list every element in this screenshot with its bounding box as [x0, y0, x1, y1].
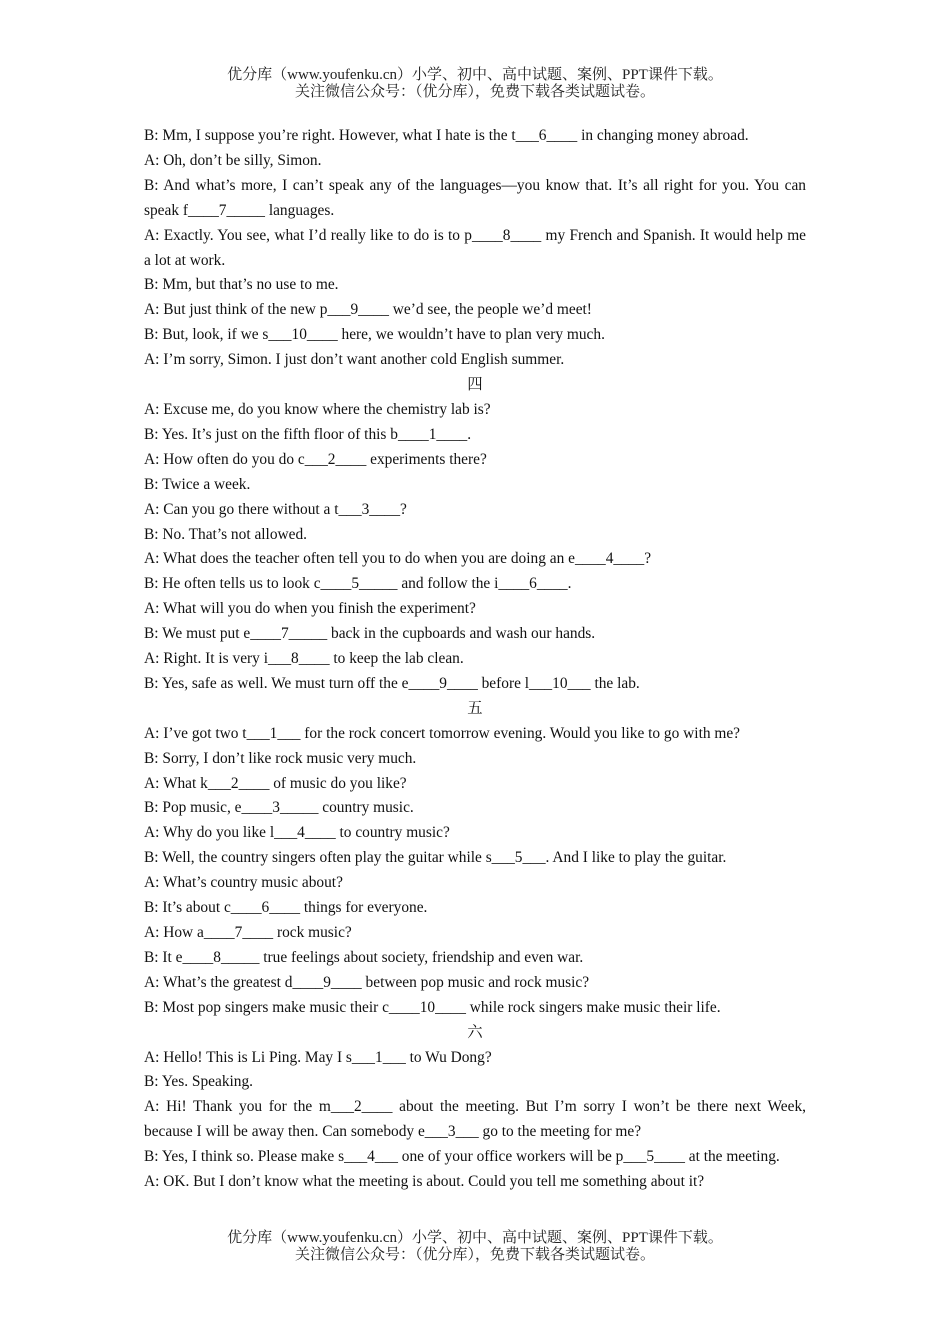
dialogue-line: A: Excuse me, do you know where the chemistry lab is? [144, 400, 491, 418]
dialogue-line: A: What k___2____ of music do you like? [144, 774, 407, 792]
dialogue-line: B: Yes, I think so. Please make s___4___ one of your office workers will be p___5____ at the meeting. [144, 1148, 780, 1166]
dialogue-line: A: Hello! This is Li Ping. May I s___1___ to Wu Dong? [144, 1048, 492, 1066]
dialogue-line: A: What does the teacher often tell you to do when you are doing an e____4____? [144, 550, 652, 568]
dialogue-line: A: Can you go there without a t___3____? [144, 500, 407, 518]
dialogue-line: B: Twice a week. [144, 475, 251, 493]
dialogue-line: B: He often tells us to look c____5_____ and follow the i____6____. [144, 575, 572, 593]
dialogue-line: A: Why do you like l___4____ to country music? [144, 824, 450, 842]
dialogue-line: B: Mm, I suppose you’re right. However, what I hate is the t___6____ in changing money abroad. [144, 127, 749, 144]
footer-line-1: 优分库（www.youfenku.cn）小学、初中、高中试题、案例、PPT课件下载。 [227, 1230, 723, 1246]
dialogue-line: A: Exactly. You see, what I’d really like to do is to p____8____ my French and Spanish. It would help me a lot at work. [144, 226, 806, 269]
header-line-2: 关注微信公众号：（优分库），免费下载各类试题试卷。 [294, 84, 655, 100]
header-line-1: 优分库（www.youfenku.cn）小学、初中、高中试题、案例、PPT课件下载。 [227, 67, 723, 83]
dialogue-line: B: No. That’s not allowed. [144, 525, 308, 543]
dialogue-line: B: Yes, safe as well. We must turn off the e____9____ before l___10___ the lab. [144, 674, 640, 692]
dialogue-line: A: OK. But I don’t know what the meeting is about. Could you tell me something about it? [144, 1173, 705, 1191]
dialogue-line: A: How often do you do c___2____ experiments there? [144, 450, 487, 468]
dialogue-line: A: What’s country music about? [144, 874, 343, 892]
document-body [144, 124, 806, 1195]
dialogue-line: B: But, look, if we s___10____ here, we wouldn’t have to plan very much. [144, 326, 605, 344]
dialogue-line: B: It’s about c____6____ things for everyone. [144, 899, 428, 917]
page-header [0, 67, 950, 101]
footer-line-2: 关注微信公众号：（优分库），免费下载各类试题试卷。 [294, 1247, 655, 1263]
section-number: 六 [467, 1023, 483, 1041]
dialogue-line: B: Sorry, I don’t like rock music very much. [144, 749, 417, 767]
dialogue-line: A: How a____7____ rock music? [144, 924, 352, 941]
dialogue-line: A: I’ve got two t___1___ for the rock concert tomorrow evening. Would you like to go with me? [144, 724, 741, 742]
dialogue-line: A: Right. It is very i___8____ to keep the lab clean. [144, 650, 464, 668]
dialogue-line: B: We must put e____7_____ back in the cupboards and wash our hands. [144, 625, 596, 643]
section-number: 四 [467, 376, 483, 394]
dialogue-line: A: What’s the greatest d____9____ between pop music and rock music? [144, 973, 590, 991]
dialogue-line: B: Yes. Speaking. [144, 1073, 254, 1091]
page-footer [0, 1230, 950, 1264]
dialogue-line: A: Hi! Thank you for the m___2____ about the meeting. But I’m sorry I won’t be there next Week, because I will be away then. Can somebody e___3___ go to the meeting for me? [144, 1098, 806, 1141]
dialogue-line: A: What will you do when you finish the experiment? [144, 600, 476, 618]
dialogue-line: B: Well, the country singers often play the guitar while s___5___. And I like to play the guitar. [144, 849, 727, 867]
dialogue-line: B: Yes. It’s just on the fifth floor of this b____1____. [144, 425, 472, 443]
dialogue-line: B: It e____8_____ true feelings about society, friendship and even war. [144, 948, 584, 966]
dialogue-line: B: And what’s more, I can’t speak any of the languages—you know that. It’s all right for you. You can speak f____7_____ languages. [144, 176, 806, 219]
dialogue-line: A: I’m sorry, Simon. I just don’t want another cold English summer. [144, 351, 565, 369]
dialogue-line: B: Pop music, e____3_____ country music. [144, 799, 414, 817]
dialogue-line: A: But just think of the new p___9____ we’d see, the people we’d meet! [144, 301, 592, 319]
dialogue-line: B: Most pop singers make music their c____10____ while rock singers make music their life. [144, 998, 721, 1016]
section-number: 五 [467, 699, 483, 717]
dialogue-line: A: Oh, don’t be silly, Simon. [144, 151, 322, 169]
dialogue-line: B: Mm, but that’s no use to me. [144, 276, 339, 294]
